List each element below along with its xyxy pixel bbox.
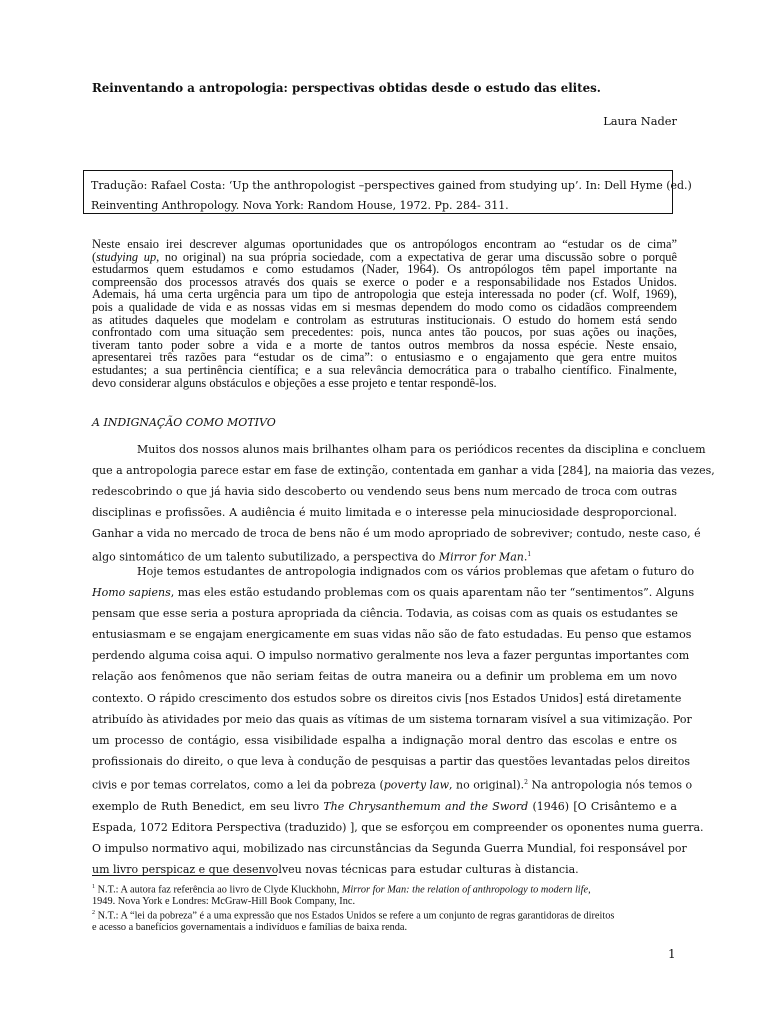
body-line: relação aos fenômenos que não seriam feitas de outra maneira ou a definir um problema em um novo	[92, 670, 677, 684]
body-line: civis e por temas correlatos, como a lei da pobreza (poverty law, no original).$^2$ Na antropologia nós temos o	[92, 778, 693, 792]
abstract-line: tiveram tanto poder sobre a vida e a morte de tantos outros membros da nossa espécie. Neste ensaio,	[92, 337, 677, 352]
abstract-line: confrontado com uma situação sem precedentes: pois, nunca antes tão poucos, por suas ações ou inações,	[92, 325, 677, 340]
body-line: disciplinas e profissões. A audiência é muito limitada e o interesse pela minuciosidade desproporcional.	[92, 506, 677, 520]
footnote-2: $^2$ N.T.: A “lei da pobreza” é a uma expressão que nos Estados Unidos se refere a um conjunto de regras garantidoras de direitos	[92, 909, 615, 922]
footnote-separator	[92, 875, 277, 876]
abstract-line: as atitudes daqueles que modelam e controlam as estruturas institucionais. O estudo do homem está sendo	[92, 312, 677, 327]
abstract-line: pois a qualidade de vida e as nossas vidas em si mesmas dependem do modo como os cidadãos compreendem	[92, 299, 677, 314]
body-line: perdendo alguma coisa aqui. O impulso normativo geralmente nos leva a fazer perguntas importantes com	[92, 649, 690, 663]
footnote-1: $^1$ N.T.: A autora faz referência ao livro de Clyde Kluckhohn, Mirror for Man: the relation of anthropology to modern life,	[92, 884, 591, 896]
body-line: O impulso normativo aqui, mobilizado nas circunstâncias da Segunda Guerra Mundial, foi responsável por	[92, 841, 687, 855]
body-line: exemplo de Ruth Benedict, em seu livro The Chrysanthemum and the Sword (1946) [O Crisântemo e a	[92, 799, 677, 813]
body-line: um processo de contágio, essa visibilidade espalha a indignação moral dentro das escolas e entre os	[92, 733, 677, 747]
abstract-line: Neste ensaio irei descrever algumas oportunidades que os antropólogos encontram ao “estudar os de cima”	[92, 237, 677, 251]
abstract	[92, 238, 677, 389]
section-heading: A INDIGNAÇÃO COMO MOTIVO	[92, 416, 276, 429]
emphasis-mirror-for-man: Mirror for Man	[438, 551, 524, 565]
translation-note-line: Tradução: Rafael Costa: ‘Up the anthropologist –perspectives gained from studying up’. In: Dell Hyme (ed.)	[91, 179, 692, 192]
body-line: redescobrindo o que já havia sido descoberto ou vendendo seus bens num mercado de troca com outras	[92, 485, 677, 499]
paragraph-2	[92, 561, 704, 880]
abstract-line: Ademais, há uma certa urgência para um tipo de antropologia que esteja interessada no poder (cf. Wolf, 1969),	[92, 287, 677, 302]
abstract-line: compreensão dos processos através dos quais se exerce o poder e a responsabilidade nos Estados Unidos.	[92, 274, 677, 289]
author-name: Laura Nader	[603, 114, 677, 128]
body-line: algo sintomático de um talento subutilizado, a perspectiva do Mirror for Man.$^1$	[92, 551, 532, 565]
translation-note-line: Reinventing Anthropology. Nova York: Random House, 1972. Pp. 284- 311.	[91, 199, 509, 212]
footnote-2-continued: e acesso a banefícios governamentais a indivíduos e famílias de baixa renda.	[92, 921, 408, 933]
footnote-reference-1[interactable]: 1	[527, 551, 532, 559]
body-line: Ganhar a vida no mercado de troca de bens não é um modo apropriado de sobreviver; contudo, neste caso, é	[92, 527, 701, 541]
abstract-line: apresentarei três razões para “estudar os de cima”: o entusiasmo e o engajamento que gera entre muitos	[92, 350, 677, 365]
body-line: Hoje temos estudantes de antropologia indignados com os vários problemas que afetam o futuro do	[137, 565, 695, 578]
body-line: entusiasmam e se engajam energicamente em suas vidas não são de fato estudadas. Eu penso que estamos	[92, 628, 692, 642]
translation-note-box	[83, 170, 692, 214]
abstract-line: (studying up, no original) na sua própria sociedade, com a expectativa de gerar uma discussão sobre o porquê	[92, 249, 677, 264]
emphasis-poverty-law: poverty law	[383, 778, 450, 792]
paragraph-1	[92, 439, 715, 568]
emphasis-book-title: The Chrysanthemum and the Sword	[323, 799, 529, 813]
abstract-line: estudantes; a sua pertinência científica; e a sua relevância democrática para o trabalho científico. Finalmente,	[92, 362, 677, 377]
footnote-reference-2[interactable]: 2	[524, 778, 528, 786]
body-line: pensam que esse seria a postura apropriada da ciência. Todavia, as coisas com as quais os estudantes se	[92, 607, 678, 621]
abstract-line: estudarmos quem estudamos e como estudamos (Nader, 1964). Os antropólogos têm papel importante na	[92, 262, 677, 277]
body-line: Muitos dos nossos alunos mais brilhantes olham para os periódicos recentes da disciplina e concluem	[137, 443, 706, 456]
footnote-1-continued: 1949. Nova York e Londres: McGraw-Hill Book Company, Inc.	[92, 896, 356, 908]
body-line: um livro perspicaz e que desenvolveu novas técnicas para estudar culturas à distancia.	[92, 862, 579, 876]
body-line: contexto. O rápido crescimento dos estudos sobre os direitos civis [nos Estados Unidos] está diretamente	[92, 691, 682, 705]
document-title: Reinventando a antropologia: perspectivas obtidas desde o estudo das elites.	[92, 81, 601, 95]
body-line: Espada, 1072 Editora Perspectiva (traduzido) ], que se esforçou em compreender os oponentes numa guerra.	[92, 820, 704, 834]
footnotes	[92, 882, 677, 933]
page-number: 1	[668, 947, 676, 961]
body-line: atribuído às atividades por meio das quais as vítimas de um sistema tornaram visível a sua vitimização. Por	[92, 712, 692, 726]
emphasis-homo-sapiens: Homo sapiens	[92, 586, 171, 600]
body-line: que a antropologia parece estar em fase de extinção, contentada em ganhar a vida [284], na maioria das vezes,	[92, 464, 715, 478]
body-line: Homo sapiens, mas eles estão estudando problemas com os quais aparentam não ter “sentimentos”. Alguns	[92, 586, 695, 600]
abstract-line: devo considerar alguns obstáculos e objeções a esse projeto e tentar respondê-los.	[92, 375, 497, 390]
body-line: profissionais do direito, o que leva à condução de pesquisas a partir das questões levantadas pelos direitos	[92, 754, 690, 768]
emphasis-studying-up: studying up	[96, 249, 157, 264]
